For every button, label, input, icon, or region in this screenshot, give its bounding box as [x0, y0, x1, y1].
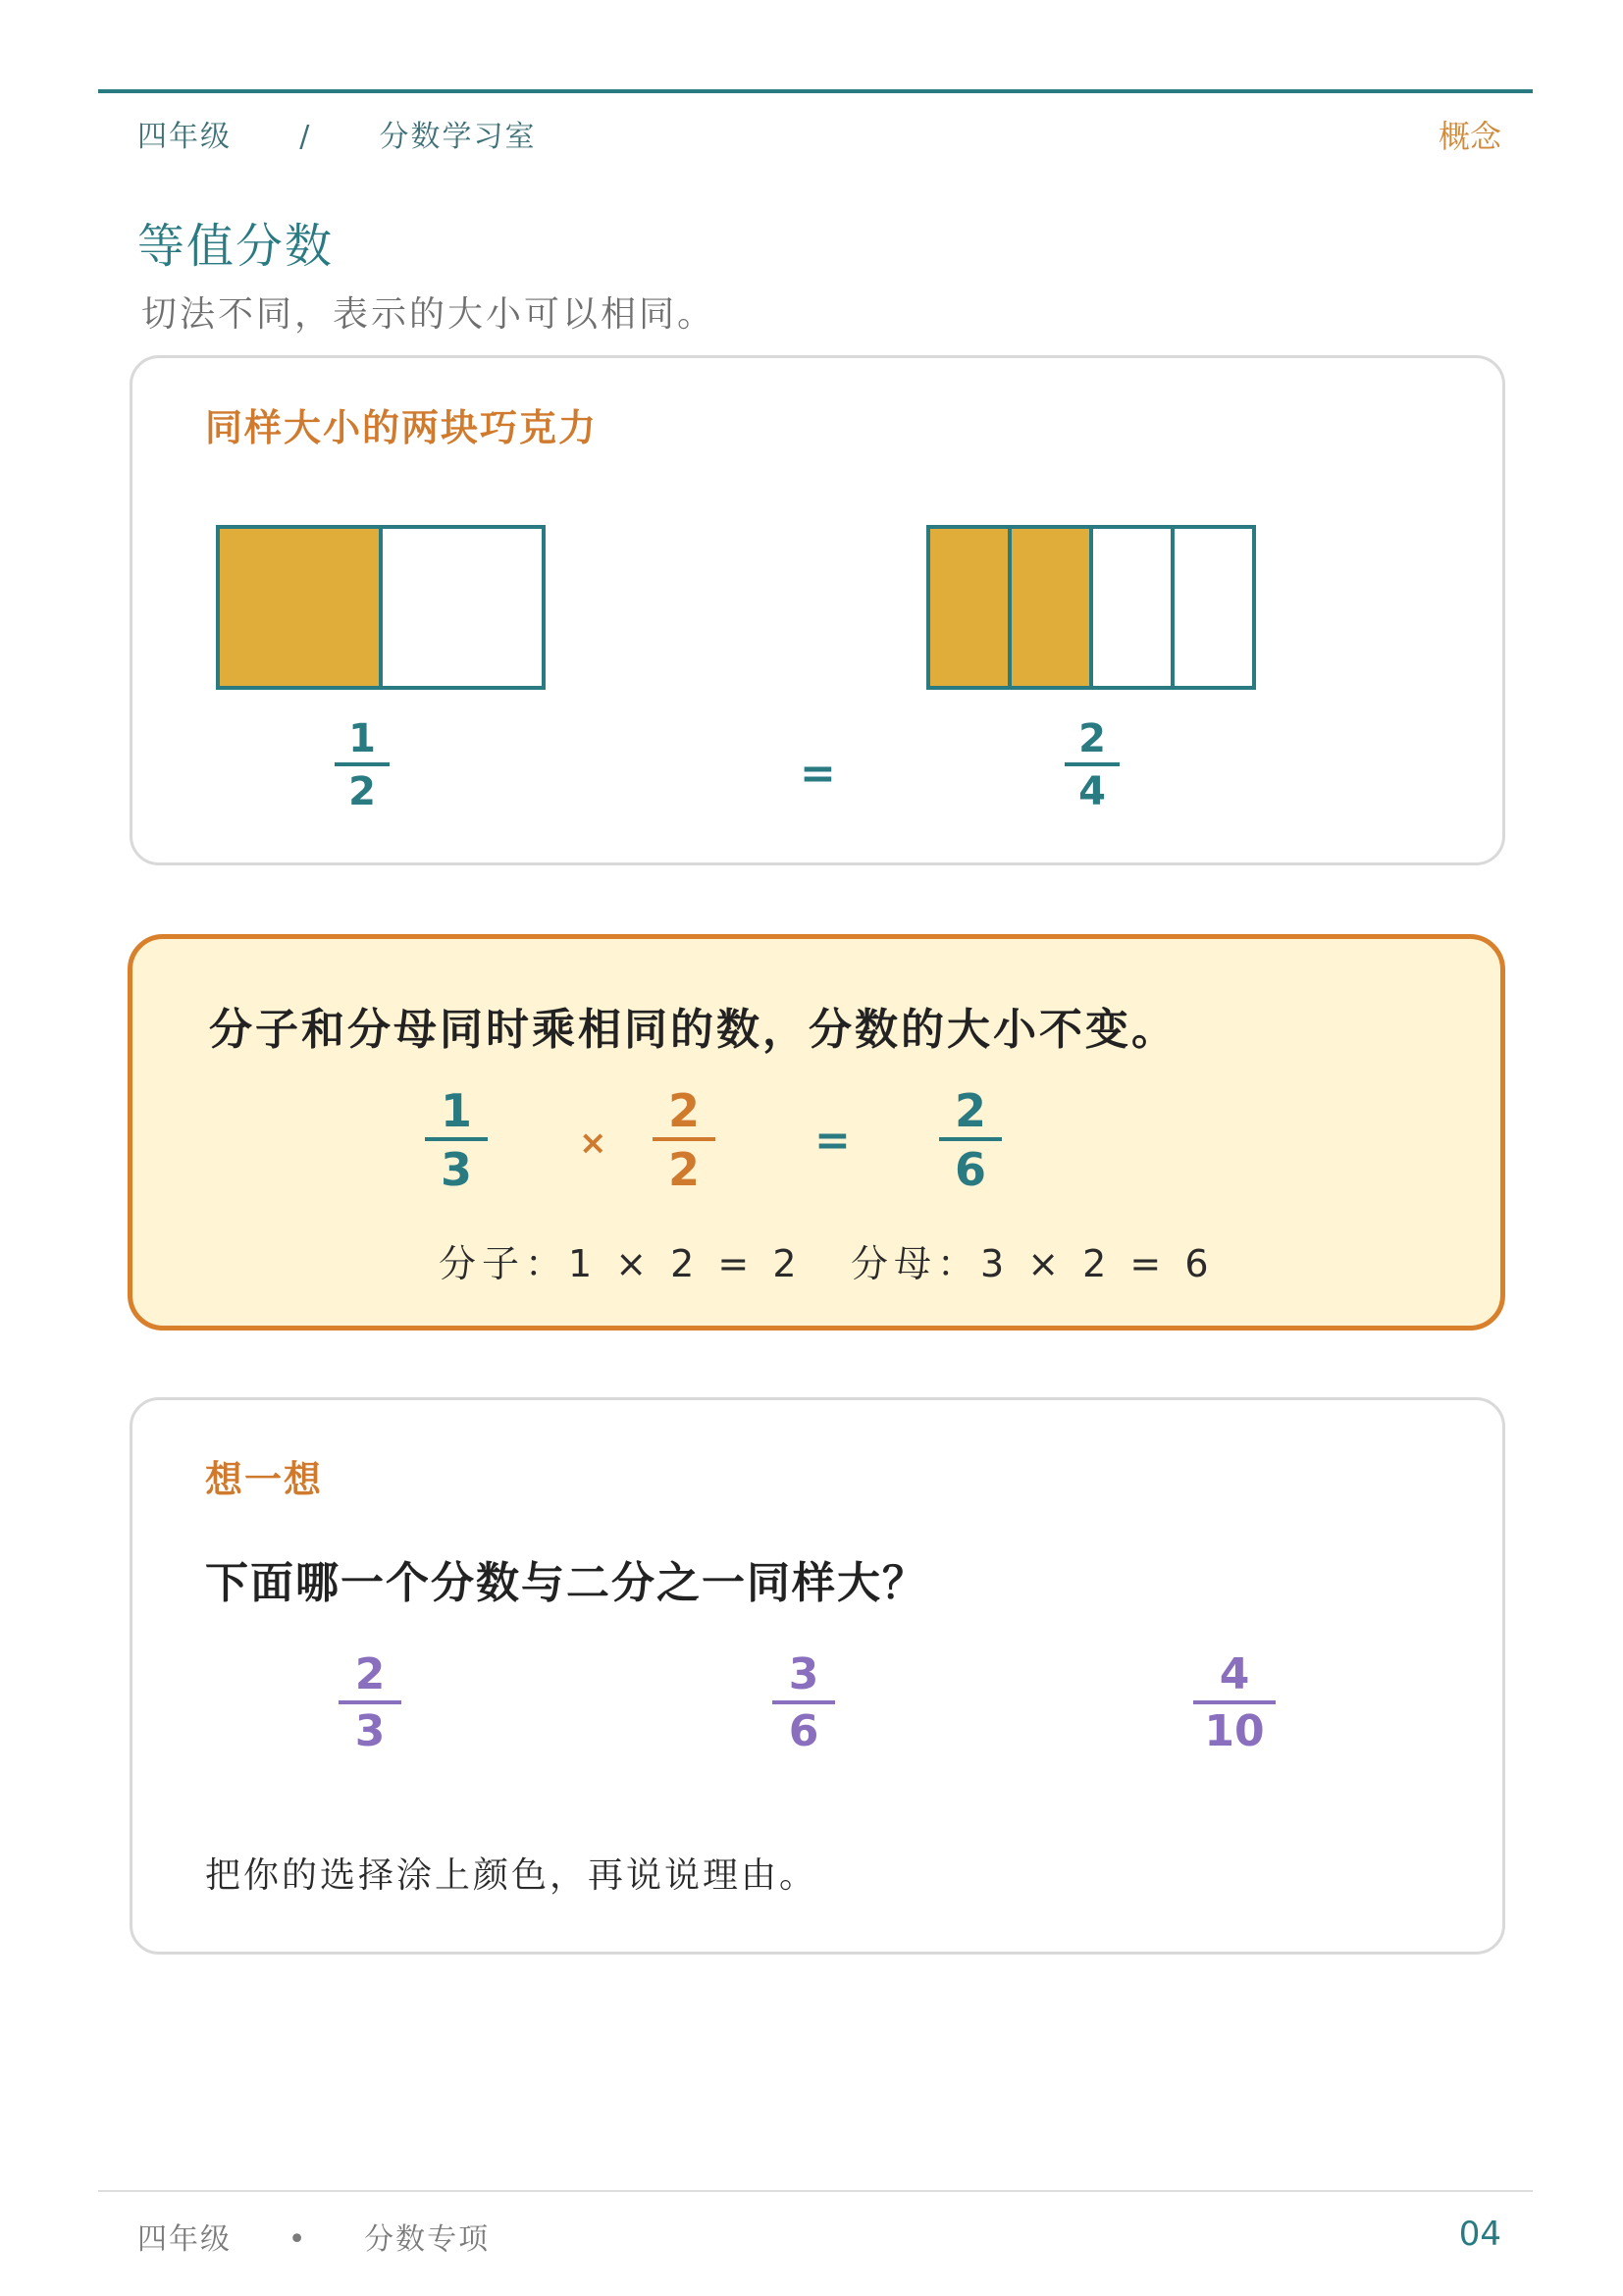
- fraction-numerator: 1: [440, 1084, 472, 1137]
- breadcrumb-separator: /: [299, 120, 312, 154]
- page-number: 04: [1458, 2215, 1501, 2254]
- fraction-two-sixths: [939, 1084, 1002, 1196]
- think-card-label: 想一想: [205, 1458, 324, 1501]
- rule-box: [128, 934, 1505, 1331]
- think-card: [130, 1397, 1505, 1955]
- breadcrumb-section: 分数学习室: [379, 120, 537, 154]
- fraction-numerator: 2: [667, 1084, 700, 1137]
- fraction-numerator: 2: [954, 1084, 986, 1137]
- fraction-denominator: 3: [440, 1143, 472, 1196]
- fraction-denominator: 2: [667, 1143, 700, 1196]
- chocolate-quarter-empty-2: [1173, 527, 1254, 688]
- header-rule: [98, 89, 1533, 93]
- fraction-bar: [335, 762, 390, 766]
- page-title: 等值分数: [137, 219, 335, 274]
- equals-sign: =: [814, 1116, 851, 1166]
- breadcrumb-grade: 四年级: [137, 120, 232, 154]
- numerator-calculation: 分子：1 × 2 = 2: [439, 1242, 803, 1285]
- chocolate-card-label: 同样大小的两块巧克力: [205, 406, 599, 449]
- fraction-bar: [1065, 762, 1120, 766]
- fraction-numerator: 3: [788, 1649, 819, 1699]
- fraction-bar: [653, 1137, 715, 1141]
- option-three-sixths[interactable]: [772, 1649, 835, 1756]
- fraction-one-half: [335, 716, 390, 814]
- footer-rule: [98, 2190, 1533, 2192]
- fraction-denominator: 6: [954, 1143, 986, 1196]
- page-subtitle: 切法不同，表示的大小可以相同。: [141, 294, 716, 335]
- footer-dot: •: [288, 2222, 308, 2257]
- fraction-denominator: 10: [1204, 1706, 1265, 1756]
- chocolate-bar-halves: [216, 525, 546, 692]
- chocolate-quarter-empty-1: [1091, 527, 1173, 688]
- fraction-bar: [339, 1700, 401, 1704]
- fraction-two-halves: [653, 1084, 715, 1196]
- fraction-one-third: [425, 1084, 488, 1196]
- fraction-bar: [939, 1137, 1002, 1141]
- chocolate-card: [130, 355, 1505, 865]
- times-sign: ×: [579, 1123, 607, 1163]
- fraction-bar: [425, 1137, 488, 1141]
- think-question: 下面哪一个分数与二分之一同样大？: [205, 1558, 927, 1608]
- fraction-denominator: 4: [1078, 769, 1106, 814]
- fraction-bar: [1193, 1700, 1276, 1704]
- option-two-thirds[interactable]: [339, 1649, 401, 1756]
- chocolate-half-empty: [381, 527, 544, 688]
- fraction-denominator: 3: [354, 1706, 386, 1756]
- fraction-bar: [772, 1700, 835, 1704]
- fraction-numerator: 2: [354, 1649, 386, 1699]
- equals-sign: =: [800, 749, 836, 799]
- rule-text: 分子和分母同时乘相同的数，分数的大小不变。: [209, 1005, 1178, 1055]
- think-hint: 把你的选择涂上颜色，再说说理由。: [205, 1855, 818, 1896]
- fraction-denominator: 6: [788, 1706, 819, 1756]
- page-tag: 概念: [1438, 118, 1501, 155]
- chocolate-quarter-shaded-2: [1010, 527, 1091, 688]
- footer-grade: 四年级: [137, 2222, 232, 2257]
- fraction-numerator: 1: [348, 716, 376, 761]
- fraction-numerator: 4: [1219, 1649, 1250, 1699]
- footer-topic: 分数专项: [364, 2222, 491, 2257]
- denominator-calculation: 分母：3 × 2 = 6: [851, 1242, 1215, 1285]
- chocolate-quarter-shaded-1: [928, 527, 1010, 688]
- breadcrumb: [137, 112, 537, 155]
- fraction-denominator: 2: [348, 769, 376, 814]
- fraction-two-quarters: [1065, 716, 1120, 814]
- footer-info: [137, 2215, 490, 2258]
- option-four-tenths[interactable]: [1193, 1649, 1276, 1756]
- chocolate-half-shaded: [218, 527, 381, 688]
- chocolate-bar-quarters: [926, 525, 1256, 692]
- fraction-numerator: 2: [1078, 716, 1106, 761]
